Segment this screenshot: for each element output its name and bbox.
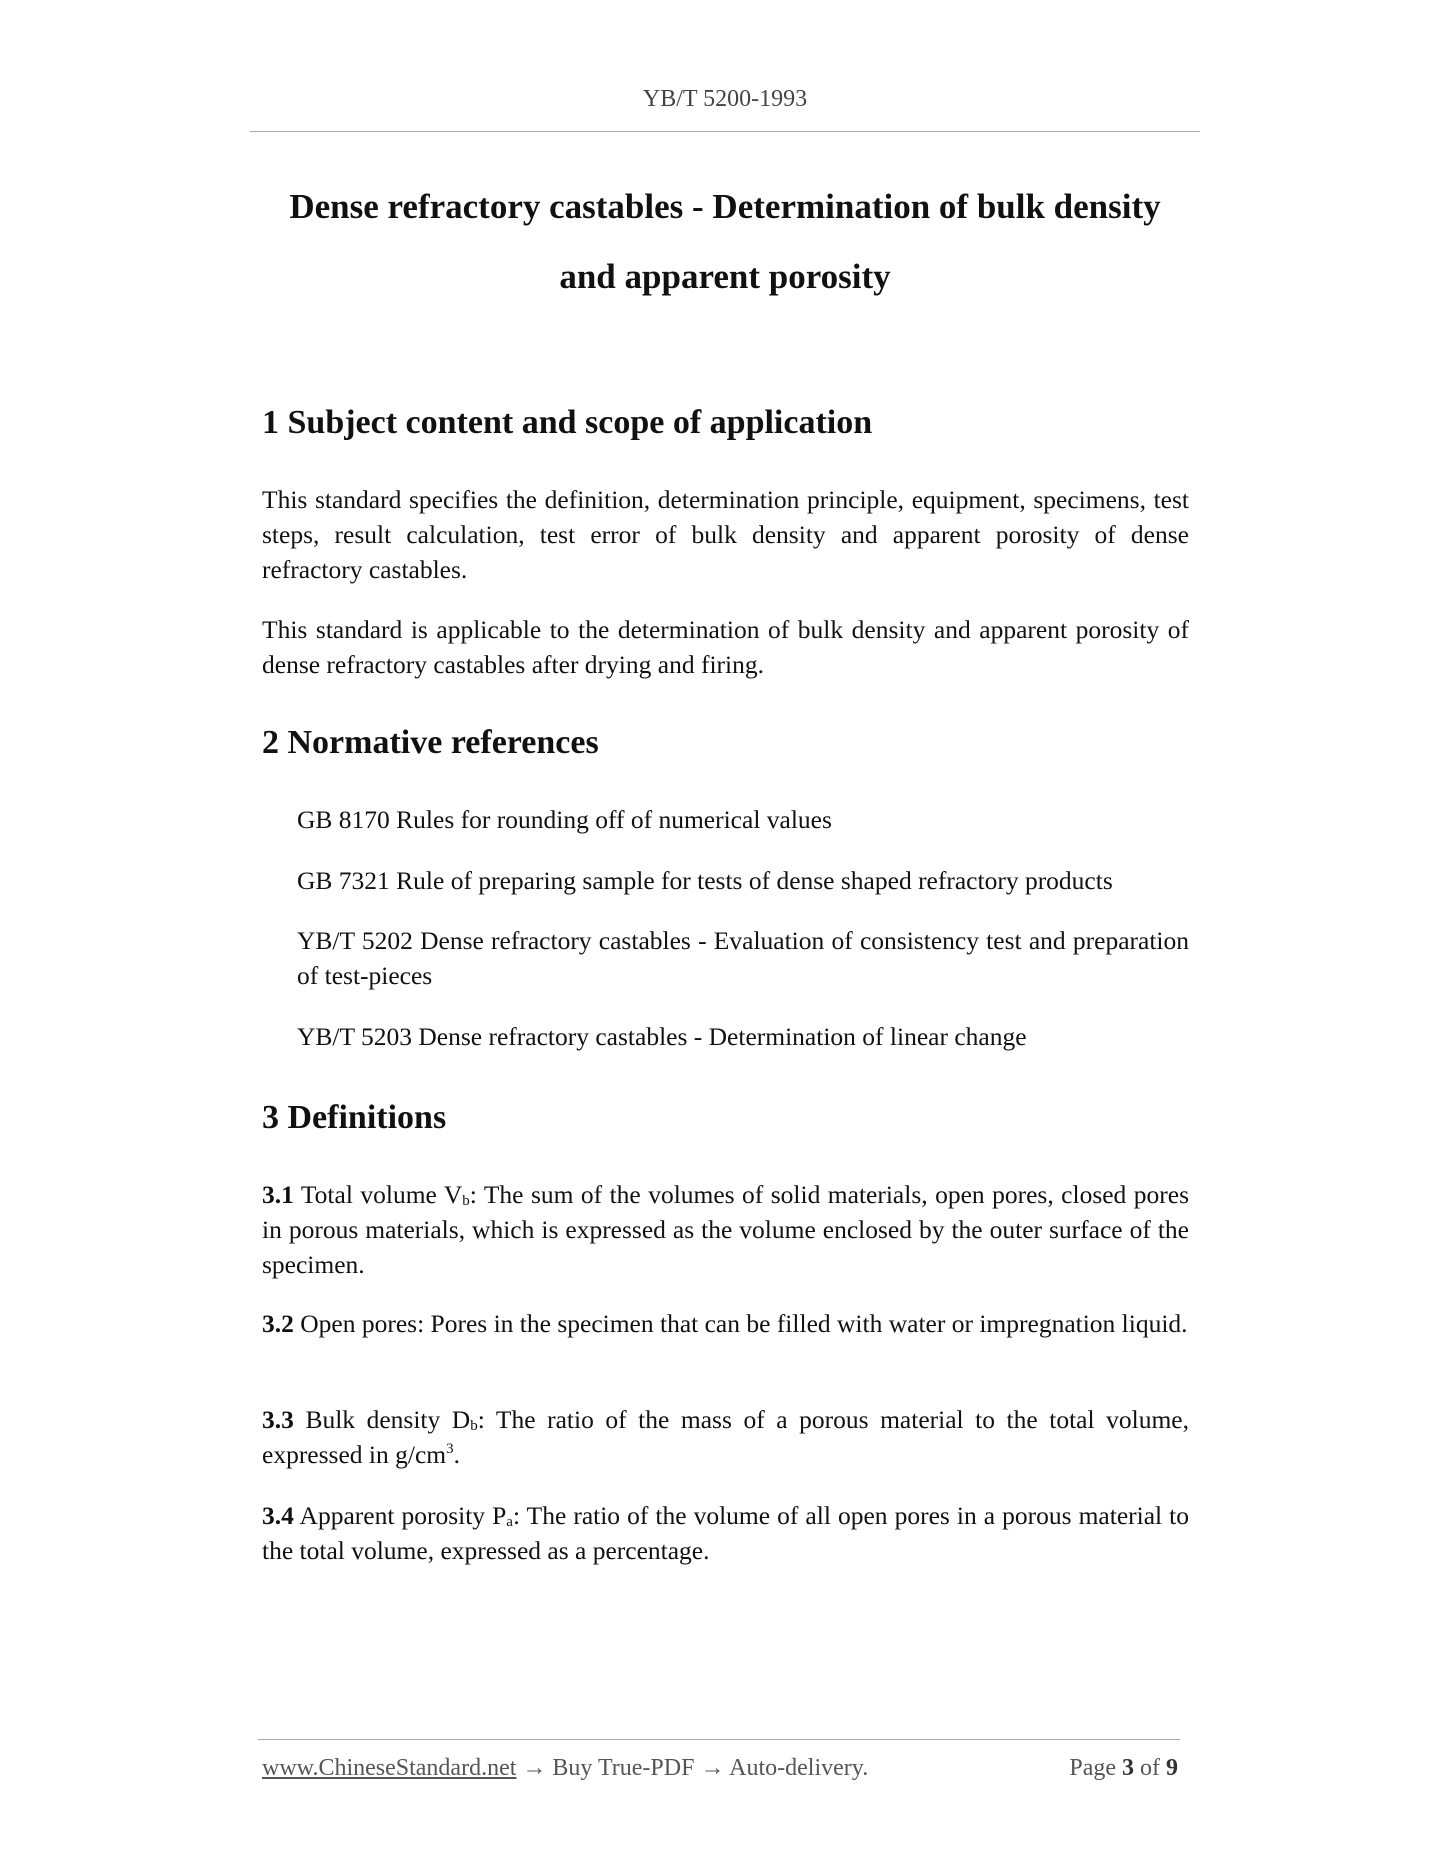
arrow-right-icon: → <box>700 1755 725 1781</box>
section-1-heading: 1 Subject content and scope of application <box>262 404 873 441</box>
website-link[interactable]: www.ChineseStandard.net <box>262 1755 517 1781</box>
of-label: of <box>1140 1755 1160 1781</box>
section-3-heading: 3 Definitions <box>262 1099 447 1136</box>
definition-number: 3.4 <box>262 1501 294 1530</box>
definition-text: Open pores: Pores in the specimen that can be filled with water or impregnation liquid. <box>300 1309 1188 1338</box>
page-indicator <box>1069 1755 1178 1782</box>
footer-divider <box>258 1739 1180 1740</box>
section-2-heading: 2 Normative references <box>262 724 599 761</box>
superscript: 3 <box>446 1441 454 1457</box>
buy-true-pdf-text: Buy True-PDF <box>552 1755 695 1781</box>
page-total: 9 <box>1166 1755 1178 1781</box>
section-1-paragraph-1: This standard specifies the definition, determination principle, equipment, specimens, test steps, result calculation, test error of bulk density and apparent porosity of dense refractory castables. <box>262 485 1189 584</box>
subscript: a <box>506 1514 513 1530</box>
definition-text-end: . <box>453 1440 460 1469</box>
definition-3-3 <box>262 1402 1189 1472</box>
header-divider <box>250 131 1200 132</box>
auto-delivery-text: Auto-delivery. <box>729 1755 869 1781</box>
reference-item: YB/T 5203 Dense refractory castables - Determination of linear change <box>297 1022 1027 1051</box>
title-line-1: Dense refractory castables - Determination of bulk density <box>289 187 1161 226</box>
definition-number: 3.3 <box>262 1405 294 1434</box>
definition-3-1 <box>262 1177 1189 1282</box>
arrow-right-icon: → <box>522 1755 547 1781</box>
reference-item: GB 7321 Rule of preparing sample for tests of dense shaped refractory products <box>297 866 1113 895</box>
section-1-paragraph-2: This standard is applicable to the determination of bulk density and apparent porosity of dense refractory castables after drying and firing. <box>262 615 1189 679</box>
header-standard-code: YB/T 5200-1993 <box>642 86 808 112</box>
footer <box>262 1755 1182 1782</box>
definition-3-2 <box>262 1306 1189 1341</box>
definition-number: 3.1 <box>262 1180 294 1209</box>
reference-item: GB 8170 Rules for rounding off of numerical values <box>297 805 832 834</box>
definition-term: Apparent porosity P <box>299 1501 507 1530</box>
page-label: Page <box>1069 1755 1116 1781</box>
title-line-2: and apparent porosity <box>559 257 891 296</box>
definition-text: : The ratio of the mass of a porous material to the total volume, expressed in g/cm <box>262 1405 1190 1469</box>
definition-number: 3.2 <box>262 1309 294 1338</box>
page-current: 3 <box>1122 1755 1134 1781</box>
subscript: b <box>470 1418 478 1434</box>
definition-3-4 <box>262 1498 1189 1568</box>
definition-term: Bulk density D <box>305 1405 471 1434</box>
definition-term: Total volume V <box>300 1180 463 1209</box>
document-title <box>250 172 1200 312</box>
definition-text: : The ratio of the volume of all open pores in a porous material to the total volume, expressed as a percentage. <box>262 1501 1189 1565</box>
definition-text: : The sum of the volumes of solid materials, open pores, closed pores in porous materials, which is expressed as the volume enclosed by the outer surface of the specimen. <box>262 1180 1189 1279</box>
reference-item: YB/T 5202 Dense refractory castables - Evaluation of consistency test and preparation of test-pieces <box>297 926 1189 990</box>
subscript: b <box>462 1193 470 1209</box>
